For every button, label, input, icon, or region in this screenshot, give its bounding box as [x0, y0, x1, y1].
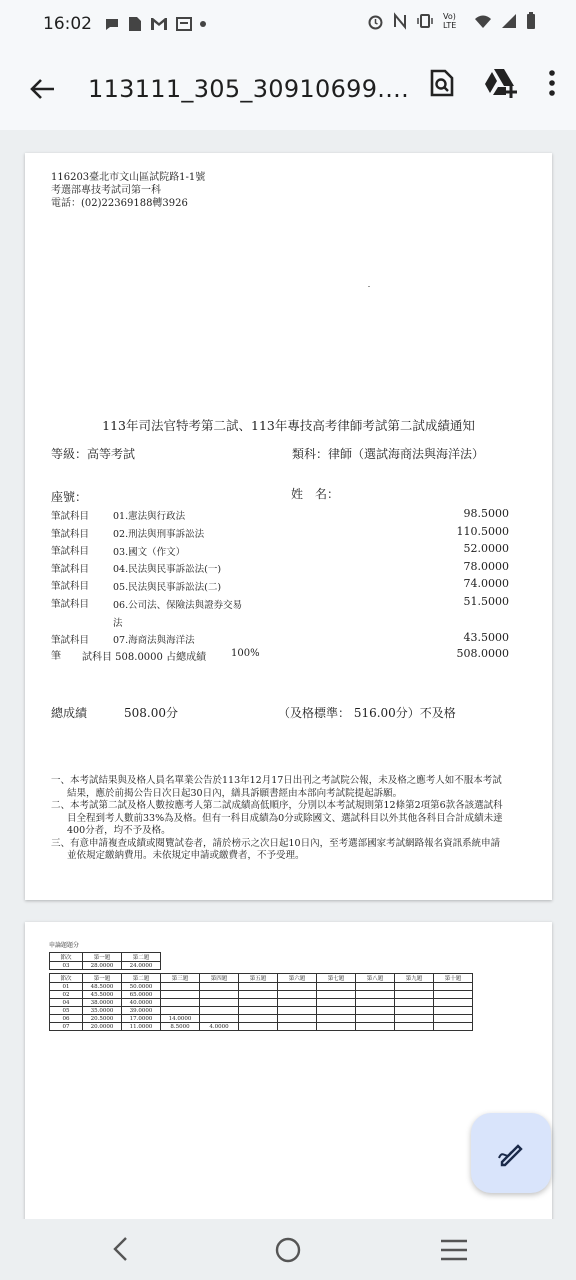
table-cell — [239, 999, 278, 1007]
table-cell — [161, 1007, 200, 1015]
nfc-icon — [393, 13, 407, 29]
header-cell: 第七題 — [317, 974, 356, 983]
total-label: 總成績 — [51, 706, 88, 720]
subject-name: 04.民法與民事訴訟法(一) — [113, 564, 222, 575]
document-page-1 — [25, 153, 552, 900]
header-cell: 第三題 — [161, 974, 200, 983]
table-cell — [356, 991, 395, 999]
note-item: 一、本考試結果與及格人員名單業公告於113年12月17日出刊之考試院公報，未及格之應考人如不服本考試結果，應於前揭公告日次日起30日內，繕具訴願書經由本部向考試院提起訴願。 — [51, 775, 502, 799]
table-cell — [356, 1023, 395, 1031]
address-line: 電話：(02)22369188轉3926 — [51, 198, 188, 209]
nav-home-button[interactable] — [274, 1236, 302, 1268]
table-cell — [317, 1015, 356, 1023]
table-cell — [239, 1007, 278, 1015]
notes-block — [51, 775, 506, 863]
table-cell — [200, 991, 239, 999]
signal-icon — [501, 13, 517, 29]
essay-scores-detail-table — [49, 973, 473, 1031]
table-cell — [434, 983, 473, 991]
subject-tag: 筆試科目 — [51, 529, 90, 540]
table-row — [50, 953, 161, 962]
table-cell: 01 — [50, 983, 83, 991]
table-cell: 39.0000 — [122, 1007, 161, 1015]
subject-tag: 筆試科目 — [51, 581, 90, 592]
table-cell: 11.0000 — [122, 1023, 161, 1031]
gmail-icon — [150, 17, 168, 31]
battery-icon — [526, 12, 536, 30]
table-cell: 35.0000 — [83, 1007, 122, 1015]
subtotal-prefix: 筆 — [51, 651, 61, 662]
table-cell: 4.0000 — [200, 1023, 239, 1031]
header-cell: 第九題 — [395, 974, 434, 983]
table-cell — [278, 1015, 317, 1023]
table-cell: 40.0000 — [122, 999, 161, 1007]
notification-icons — [104, 16, 206, 32]
system-icons — [367, 12, 536, 30]
table-cell — [395, 1007, 434, 1015]
subtotal-text: 試科目 508.0000 占總成績 — [82, 652, 207, 663]
table-cell: 第二題 — [122, 953, 161, 962]
vibrate-icon — [416, 13, 434, 29]
news-icon — [176, 16, 192, 32]
table-cell — [434, 1015, 473, 1023]
table-cell — [239, 991, 278, 999]
table-cell — [200, 1015, 239, 1023]
table-cell — [434, 1007, 473, 1015]
header-cell: 第八題 — [356, 974, 395, 983]
table-cell — [239, 1015, 278, 1023]
table-cell: 20.5000 — [83, 1015, 122, 1023]
document-icon — [128, 16, 142, 32]
table-cell: 07 — [50, 1023, 83, 1031]
table-cell — [395, 983, 434, 991]
nav-recents-button[interactable] — [440, 1239, 468, 1265]
table-cell: 65.0000 — [122, 991, 161, 999]
subject-tag: 筆試科目 — [51, 635, 90, 646]
table-cell: 28.0000 — [83, 962, 122, 970]
table-cell — [434, 991, 473, 999]
subject-tag: 筆試科目 — [51, 546, 90, 557]
table-row — [50, 1015, 473, 1023]
table-cell — [239, 1023, 278, 1031]
table-cell: 03 — [50, 962, 83, 970]
table-row — [50, 1007, 473, 1015]
table-cell: 24.0000 — [122, 962, 161, 970]
table-cell — [434, 1023, 473, 1031]
header-cell: 第十題 — [434, 974, 473, 983]
table-cell: 8.5000 — [161, 1023, 200, 1031]
table-row — [50, 999, 473, 1007]
document-title: 113111_305_30910699.... — [88, 75, 409, 103]
subject-score: 78.0000 — [463, 560, 509, 573]
table-cell: 48.5000 — [83, 983, 122, 991]
table-cell: 14.0000 — [161, 1015, 200, 1023]
alarm-icon — [367, 13, 384, 30]
table-cell — [278, 1023, 317, 1031]
subject-name-continued: 法 — [113, 618, 123, 629]
table-cell: 20.0000 — [83, 1023, 122, 1031]
table-cell — [356, 999, 395, 1007]
table-cell — [395, 999, 434, 1007]
table-cell: 45.5000 — [83, 991, 122, 999]
table-cell — [317, 983, 356, 991]
table-cell — [317, 1007, 356, 1015]
arrow-back-icon — [29, 77, 55, 101]
table-cell — [356, 1015, 395, 1023]
table-cell — [200, 983, 239, 991]
subject-name: 07.海商法與海洋法 — [113, 635, 195, 646]
category-label: 類科：律師（選試海商法與海洋法） — [292, 447, 485, 461]
table-cell: 38.0000 — [83, 999, 122, 1007]
table-cell — [200, 1007, 239, 1015]
scan-speck — [368, 286, 370, 287]
table-cell: 17.0000 — [122, 1015, 161, 1023]
total-value: 508.00分 — [124, 706, 178, 720]
subject-name: 06.公司法、保險法與證券交易 — [113, 600, 243, 611]
table-cell — [161, 991, 200, 999]
subject-name: 05.民法與民事訴訟法(二) — [113, 582, 222, 593]
subtotal-percent: 100% — [231, 648, 260, 659]
subject-name: 03.國文（作文） — [113, 547, 186, 558]
table-cell: 06 — [50, 1015, 83, 1023]
table-cell — [161, 983, 200, 991]
table-cell — [200, 999, 239, 1007]
more-notifications-icon — [200, 21, 206, 27]
wifi-icon — [474, 14, 492, 29]
header-cell: 第二題 — [122, 974, 161, 983]
seat-label: 座號： — [51, 490, 88, 504]
table-cell — [434, 999, 473, 1007]
edit-pen-icon — [496, 1138, 526, 1168]
name-label: 姓 名： — [291, 487, 340, 501]
status-bar — [0, 0, 576, 48]
table-header-row — [50, 974, 473, 983]
table-cell — [278, 999, 317, 1007]
find-in-document-button[interactable] — [430, 69, 454, 101]
app-bar — [0, 48, 576, 130]
table-cell — [317, 999, 356, 1007]
network-label: Vo) LTE — [443, 12, 457, 30]
status-time: 16:02 — [43, 14, 92, 34]
subject-name: 02.刑法與刑事訴訟法 — [113, 529, 205, 540]
menu-lines-icon — [440, 1239, 468, 1261]
header-cell: 第六題 — [278, 974, 317, 983]
table-cell — [239, 983, 278, 991]
header-cell: 第一題 — [83, 974, 122, 983]
table-cell — [161, 999, 200, 1007]
subtotal-score: 508.0000 — [456, 647, 509, 660]
table-cell: 節次 — [50, 953, 83, 962]
note-item: 三、有意申請複查成績或閱覽試卷者，請於榜示之次日起10日內，至考選部國家考試網路報名資訊系統申請並依規定繳納費用。未依規定申請或繳費者，不予受理。 — [51, 837, 501, 861]
chat-bubble-icon — [104, 16, 120, 32]
table-row — [50, 983, 473, 991]
table-row — [50, 1023, 473, 1031]
table-cell: 第一題 — [83, 953, 122, 962]
table-cell — [356, 983, 395, 991]
subject-name: 01.憲法與行政法 — [113, 511, 186, 522]
essay-scores-title: 申論題題分 — [49, 942, 80, 949]
more-options-button[interactable] — [548, 70, 556, 100]
header-cell: 第五題 — [239, 974, 278, 983]
subject-tag: 筆試科目 — [51, 564, 90, 575]
table-cell — [395, 1015, 434, 1023]
subject-score: 51.5000 — [463, 595, 509, 608]
note-item: 二、本考試第二試及格人數按應考人第二試成績高低順序，分別以本考試規則第12條第2項第6款各該選試科目全程到考人數前33%為及格。但有一科目成績為0分或除國文、選試科目以外其他各科目合計成績未達400分者，均不予及格。 — [51, 800, 503, 836]
table-cell: 05 — [50, 1007, 83, 1015]
subject-tag: 筆試科目 — [51, 511, 90, 522]
table-row — [50, 962, 161, 970]
subject-score: 74.0000 — [463, 577, 509, 590]
table-cell — [278, 983, 317, 991]
nav-back-button[interactable] — [110, 1236, 130, 1266]
find-in-document-icon — [430, 69, 454, 97]
level-label: 等級：高等考試 — [51, 447, 136, 461]
table-cell — [278, 1007, 317, 1015]
subject-score: 43.5000 — [463, 631, 509, 644]
table-cell: 50.0000 — [122, 983, 161, 991]
subject-tag: 筆試科目 — [51, 599, 90, 610]
table-cell — [278, 991, 317, 999]
system-nav-bar — [0, 1219, 576, 1280]
table-cell — [317, 1023, 356, 1031]
address-block — [51, 171, 205, 210]
header-cell: 第四題 — [200, 974, 239, 983]
pass-standard: （及格標準： 516.00分）不及格 — [278, 706, 456, 720]
table-cell — [317, 991, 356, 999]
header-cell: 節次 — [50, 974, 83, 983]
subject-score: 52.0000 — [463, 542, 509, 555]
address-line: 116203臺北市文山區試院路1-1號 — [51, 172, 206, 183]
table-row — [50, 991, 473, 999]
add-to-drive-icon — [484, 68, 518, 98]
essay-scores-table — [49, 952, 161, 970]
document-heading: 113年司法官特考第二試、113年專技高考律師考試第二試成績通知 — [102, 418, 475, 433]
subject-score: 98.5000 — [463, 507, 509, 520]
home-circle-icon — [274, 1236, 302, 1264]
table-cell — [395, 991, 434, 999]
table-cell — [395, 1023, 434, 1031]
chevron-left-icon — [110, 1236, 130, 1262]
add-to-drive-button[interactable] — [484, 68, 518, 102]
more-vert-icon — [548, 70, 556, 96]
table-cell — [356, 1007, 395, 1015]
back-button[interactable] — [22, 69, 62, 109]
subject-score: 110.5000 — [456, 525, 509, 538]
edit-fab-button[interactable] — [471, 1113, 551, 1193]
address-line: 考選部專技考試司第一科 — [51, 185, 161, 196]
table-cell: 02 — [50, 991, 83, 999]
table-cell: 04 — [50, 999, 83, 1007]
